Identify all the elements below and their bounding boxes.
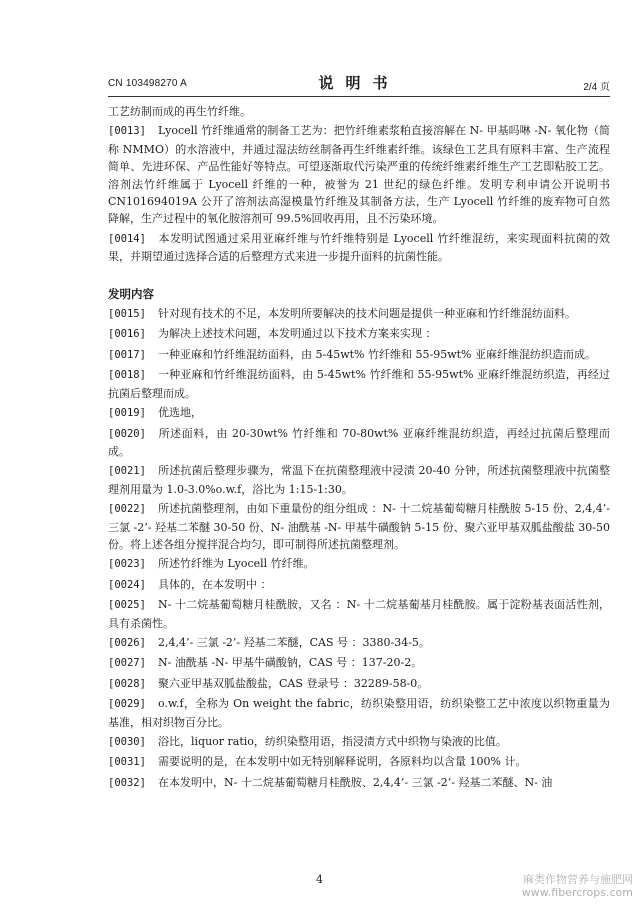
- paragraph: [108, 555, 610, 573]
- paragraph-text: 具体的，在本发明中 ：: [158, 577, 272, 591]
- paragraph: [108, 576, 610, 594]
- paragraph-text: 一种亚麻和竹纤维混纺面料，由 5-45wt% 竹纤维和 55-95wt% 亚麻纤维混纺织造，再经过抗菌后整理而成。: [108, 368, 610, 400]
- paragraph-text: N- 油酰基 -N- 甲基牛磺酸钠，CAS 号 ：137-20-2。: [158, 656, 423, 670]
- paragraph: [108, 774, 610, 792]
- paragraph-group-background: [108, 122, 610, 265]
- section-heading: 发明内容: [108, 286, 154, 301]
- paragraph-text: 需要说明的是，在本发明中如无特别解释说明，各原料均以含量 100% 计。: [158, 755, 527, 769]
- paragraph-number: [0014]: [108, 232, 146, 245]
- paragraph-number: [0022]: [108, 503, 146, 516]
- watermark: [522, 873, 633, 899]
- paragraph: [108, 733, 610, 751]
- paragraph: [108, 325, 610, 343]
- paragraph-number: [0019]: [108, 407, 146, 420]
- paragraph-text: N- 十二烷基葡萄糖月桂酰胺，又名 ：N- 十二烷基葡基月桂酰胺。属于淀粉基表面活性剂，具有杀菌性。: [108, 598, 610, 630]
- paragraph-text: 一种亚麻和竹纤维混纺面料，由 5-45wt% 竹纤维和 55-95wt% 亚麻纤维混纺织造而成。: [158, 347, 596, 361]
- paragraph-text: 所述竹纤维为 Lyocell 竹纤维。: [158, 557, 315, 571]
- paragraph-number: [0016]: [108, 328, 146, 341]
- paragraph: [108, 462, 610, 498]
- paragraph-text: 所述抗菌后整理步骤为，常温下在抗菌整理液中浸渍 20-40 分钟，所述抗菌整理液中抗菌整理剂用量为 1.0-3.0%o.w.f，浴比为 1:15-1:30。: [108, 464, 610, 496]
- document-body: [108, 103, 610, 794]
- paragraph-number: [0017]: [108, 348, 146, 361]
- paragraph: [108, 634, 610, 652]
- paragraph: [108, 500, 610, 553]
- paragraph: [108, 675, 610, 693]
- watermark-url: www.fibercrops.com: [521, 886, 633, 899]
- paragraph-text: 在本发明中，N- 十二烷基葡萄糖月桂酰胺、2,4,4’- 三氯 -2’- 羟基二苯醚、N- 油: [158, 775, 553, 789]
- paragraph-number: [0029]: [108, 698, 146, 711]
- paragraph-text: 所述抗菌整理剂，由如下重量份的组分组成 ：N- 十二烷基葡萄糖月桂酰胺 5-15 份、2,4,4’- 三氯 -2’- 羟基二苯醚 30-50 份、N- 油酰基 -N- 甲基牛磺酸钠 5-15 份、聚六亚甲基双胍盐酸盐 30-50 份。将上述各组分搅拌混合均匀，即可制得所述抗菌整理剂。: [108, 502, 610, 551]
- paragraph-number: [0015]: [108, 308, 146, 321]
- paragraph-text: o.w.f，全称为 On weight the fabric，纺织染整用语，纺织染整工艺中浓度以织物重量为基准，相对织物百分比。: [108, 697, 610, 729]
- paragraph-number: [0013]: [108, 125, 146, 138]
- paragraph-text: 2,4,4’- 三氯 -2’- 羟基二苯醚，CAS 号 ：3380-34-5。: [158, 635, 430, 649]
- paragraph-number: [0028]: [108, 677, 146, 690]
- paragraph-text: 为解决上述技术问题，本发明通过以下技术方案来实现 ：: [158, 327, 437, 341]
- paragraph: [108, 122, 610, 227]
- paragraph-number: [0027]: [108, 657, 146, 670]
- paragraph-text: 优选地，: [158, 406, 202, 420]
- paragraph: [108, 404, 610, 422]
- paragraph-number: [0025]: [108, 599, 146, 612]
- header-divider: [108, 96, 610, 97]
- paragraph: [108, 346, 610, 364]
- paragraph-group-summary: [108, 305, 610, 792]
- paragraph-number: [0018]: [108, 369, 146, 382]
- paragraph: [108, 425, 610, 461]
- paragraph-text: 浴比，liquor ratio，纺织染整用语，指浸渍方式中织物与染液的比值。: [158, 735, 507, 748]
- document-title: 说明书: [318, 74, 400, 92]
- paragraph: [108, 366, 610, 402]
- paragraph: [108, 753, 610, 771]
- page-indicator: 2/4 页: [583, 82, 610, 93]
- paragraph: [108, 596, 610, 632]
- paragraph: [108, 695, 610, 731]
- paragraph-text: 本发明试图通过采用亚麻纤维与竹纤维特别是 Lyocell 竹纤维混纺，来实现面料抗菌的效果，并期望通过选择合适的后整理方式来进一步提升面料的抗菌性能。: [108, 231, 610, 264]
- paragraph-text: 聚六亚甲基双胍盐酸盐，CAS 登录号 ：32289-58-0。: [158, 676, 429, 690]
- paragraph-text: 所述面料，由 20-30wt% 竹纤维和 70-80wt% 亚麻纤维混纺织造，再经过抗菌后整理而成。: [108, 426, 610, 458]
- paragraph: [108, 230, 610, 266]
- paragraph-number: [0032]: [108, 776, 146, 789]
- paragraph-text: 针对现有技术的不足，本发明所要解决的技术问题是提供一种亚麻和竹纤维混纺面料。: [158, 307, 576, 321]
- paragraph: [108, 305, 610, 323]
- publication-number: CN 103498270 A: [108, 78, 187, 89]
- paragraph-number: [0026]: [108, 636, 146, 649]
- paragraph-number: [0031]: [108, 756, 146, 769]
- paragraph-number: [0023]: [108, 558, 146, 571]
- paragraph: [108, 654, 610, 672]
- paragraph-number: [0030]: [108, 736, 146, 748]
- paragraph-number: [0024]: [108, 578, 146, 591]
- page-header: [108, 72, 610, 94]
- page-number: 4: [316, 873, 323, 886]
- paragraph-number: [0020]: [108, 427, 146, 440]
- paragraph-number: [0021]: [108, 465, 146, 478]
- watermark-title: 麻类作物营养与施肥网: [523, 873, 633, 886]
- continued-line: 工艺纺制而成的再生竹纤维。: [108, 105, 251, 118]
- paragraph-text: Lyocell 竹纤维通常的制备工艺为：把竹纤维素浆粕直接溶解在 N- 甲基吗啉 -N- 氧化物（简称 NMMO）的水溶液中，并通过湿法纺丝制备再生纤维素纤维。该绿色工艺具有原料丰富、生产流程简单、先进环保、产品性能好等特点。可望逐渐取代污染严重的传统纤维素纤维生产工艺即粘胶工艺。溶剂法竹纤维属于 Lyocell 纤维的一种，被誉为 21 世纪的绿色纤维。发明专利申请公开说明书 CN101694019A 公开了溶剂法高湿模量竹纤维及其制备方法，生产 Lyocell 竹纤维的废弃物可自然降解，生产过程中的氧化胺溶剂可 99.5%回收再用，且不污染环境。: [108, 124, 610, 226]
